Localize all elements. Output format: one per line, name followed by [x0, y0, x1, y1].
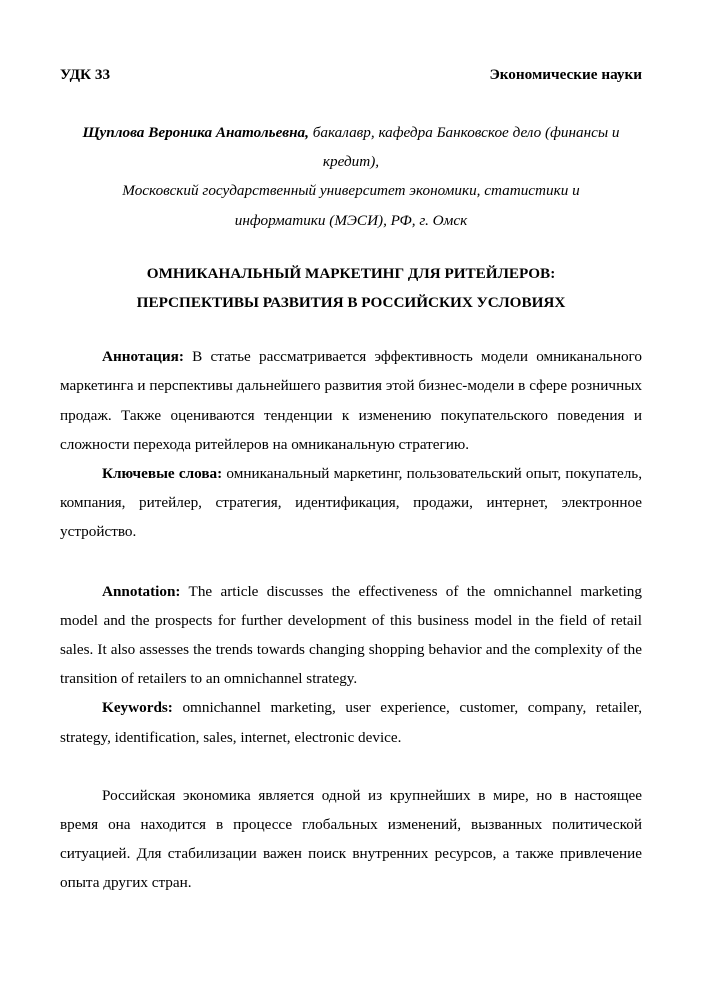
- document-page: [60, 60, 642, 898]
- author-block: [60, 118, 642, 235]
- body-paragraph: Российская экономика является одной из крупнейших в мире, но в настоящее время она находится в процессе глобальных изменений, вызванных политической ситуацией. Для стабилизации важен поиск внутренних ресурсов, а также привлечение опыта других стран.: [60, 786, 642, 892]
- keywords-ru: [60, 459, 642, 547]
- keywords-ru-label: Ключевые слова:: [102, 465, 223, 483]
- author-line: [60, 118, 642, 176]
- abstract-ru: [60, 342, 642, 459]
- abstract-en: [60, 577, 642, 694]
- abstract-en-text: The article discusses the effectiveness of the omnichannel marketing model and the prospects for further development of this business model in the field of retail sales. It also assesses the trends towards changing shopping behavior and the complexity of the transition of retailers to an omnichannel strategy.: [60, 582, 642, 688]
- abstract-ru-section: [60, 342, 642, 546]
- keywords-ru-text: омниканальный маркетинг, пользовательский опыт, покупатель, компания, ритейлер, стратегия, идентификация, продажи, интернет, электронное устройство.: [60, 465, 642, 541]
- author-name: Щуплова Вероника Анатольевна,: [82, 124, 309, 141]
- abstract-en-label: Annotation:: [102, 582, 181, 600]
- header-row: [60, 60, 642, 89]
- title-line-1: ОМНИКАНАЛЬНЫЙ МАРКЕТИНГ ДЛЯ РИТЕЙЛЕРОВ:: [146, 264, 556, 282]
- udk-code: УДК 33: [60, 66, 111, 83]
- abstract-ru-text: В статье рассматривается эффективность модели омниканального маркетинга и перспективы дальнейшего развития этой бизнес-модели в сфере розничных продаж. Также оцениваются тенденции к изменению покупательского поведения и сложности перехода ритейлеров на омниканальную стратегию.: [60, 348, 642, 453]
- abstract-en-section: [60, 577, 642, 752]
- keywords-en: [60, 693, 642, 751]
- keywords-en-label: Keywords:: [102, 699, 173, 717]
- author-affiliation: Московский государственный университет экономики, статистики и информатики (МЭСИ), РФ, г. Омск: [122, 182, 580, 229]
- author-degree: бакалавр, кафедра Банковское дело (финансы и кредит),: [312, 124, 620, 171]
- body-section: [60, 781, 642, 898]
- abstract-ru-label: Аннотация:: [102, 348, 184, 366]
- paper-title: [60, 259, 642, 317]
- keywords-en-text: omnichannel marketing, user experience, customer, company, retailer, strategy, identification, sales, internet, electronic device.: [60, 699, 642, 746]
- section-name: Экономические науки: [489, 66, 642, 83]
- title-line-2: ПЕРСПЕКТИВЫ РАЗВИТИЯ В РОССИЙСКИХ УСЛОВИЯХ: [136, 294, 566, 312]
